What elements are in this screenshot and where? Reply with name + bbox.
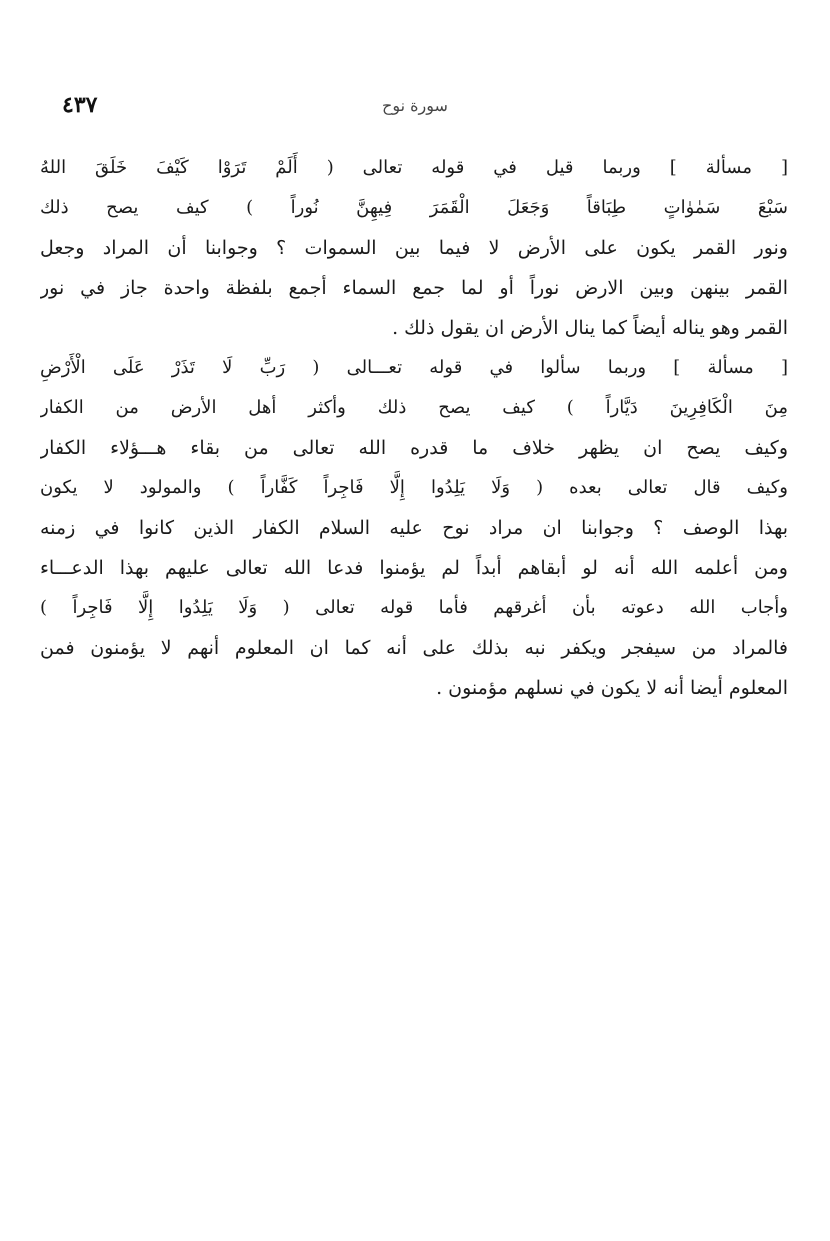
text-line: مِنَ الْكَافِرِينَ دَيَّاراً ) كيف يصح ذلك وأكثر أهل الأرض من الكفار	[40, 397, 788, 418]
page-number: ٤٣٧	[62, 92, 98, 118]
text-line: وكيف قال تعالى بعده ( وَلَا يَلِدُوا إِلَّا فَاجِراً كَفَّاراً ) والمولود لا يكون	[40, 477, 788, 498]
running-title: سورة نوح	[382, 96, 448, 115]
text-line: وكيف يصح ان يظهر خلاف ما قدره الله تعالى من بقاء هـــؤلاء الكفار	[40, 437, 788, 459]
text-line: [ مسألة ] وربما سألوا في قوله تعـــالى ( رَبِّ لَا تَذَرْ عَلَى الْأَرْضِ	[40, 357, 788, 378]
text-line: فالمراد من سيفجر ويكفر نبه بذلك على أنه كما ان المعلوم أنهم لا يؤمنون فمن	[40, 637, 788, 659]
text-line: القمر وهو يناله أيضاً كما ينال الأرض ان يقول ذلك .	[392, 317, 788, 339]
text-line: [ مسألة ] وربما قيل في قوله تعالى ( أَلَمْ تَرَوْا كَيْفَ خَلَقَ اللهُ	[40, 157, 788, 178]
text-line: المعلوم أيضا أنه لا يكون في نسلهم مؤمنون .	[436, 677, 788, 699]
text-line: سَبْعَ سَمٰوٰاتٍ طِبَاقاً وَجَعَلَ الْقَمَرَ فِيهِنَّ نُوراً ) كيف يصح ذلك	[40, 197, 788, 218]
body-text	[40, 148, 788, 708]
text-line: وأجاب الله دعوته بأن أغرقهم فأما قوله تعالى ( وَلَا يَلِدُوا إِلَّا فَاجِراً )	[40, 597, 788, 618]
text-line: ونور القمر يكون على الأرض لا فيما بين السموات ؟ وجوابنا أن المراد وجعل	[40, 237, 788, 259]
text-line: ومن أعلمه الله أنه لو أبقاهم أبداً لم يؤمنوا فدعا الله تعالى عليهم بهذا الدعـــاء	[40, 557, 788, 579]
text-line: القمر بينهن وبين الارض نوراً أو لما جمع السماء أجمع بلفظة واحدة جاز في نور	[40, 277, 788, 299]
paragraph-1	[40, 148, 788, 348]
paragraph-2	[40, 348, 788, 708]
text-line: بهذا الوصف ؟ وجوابنا ان مراد نوح عليه السلام الكفار الذين كانوا في زمنه	[40, 517, 788, 539]
